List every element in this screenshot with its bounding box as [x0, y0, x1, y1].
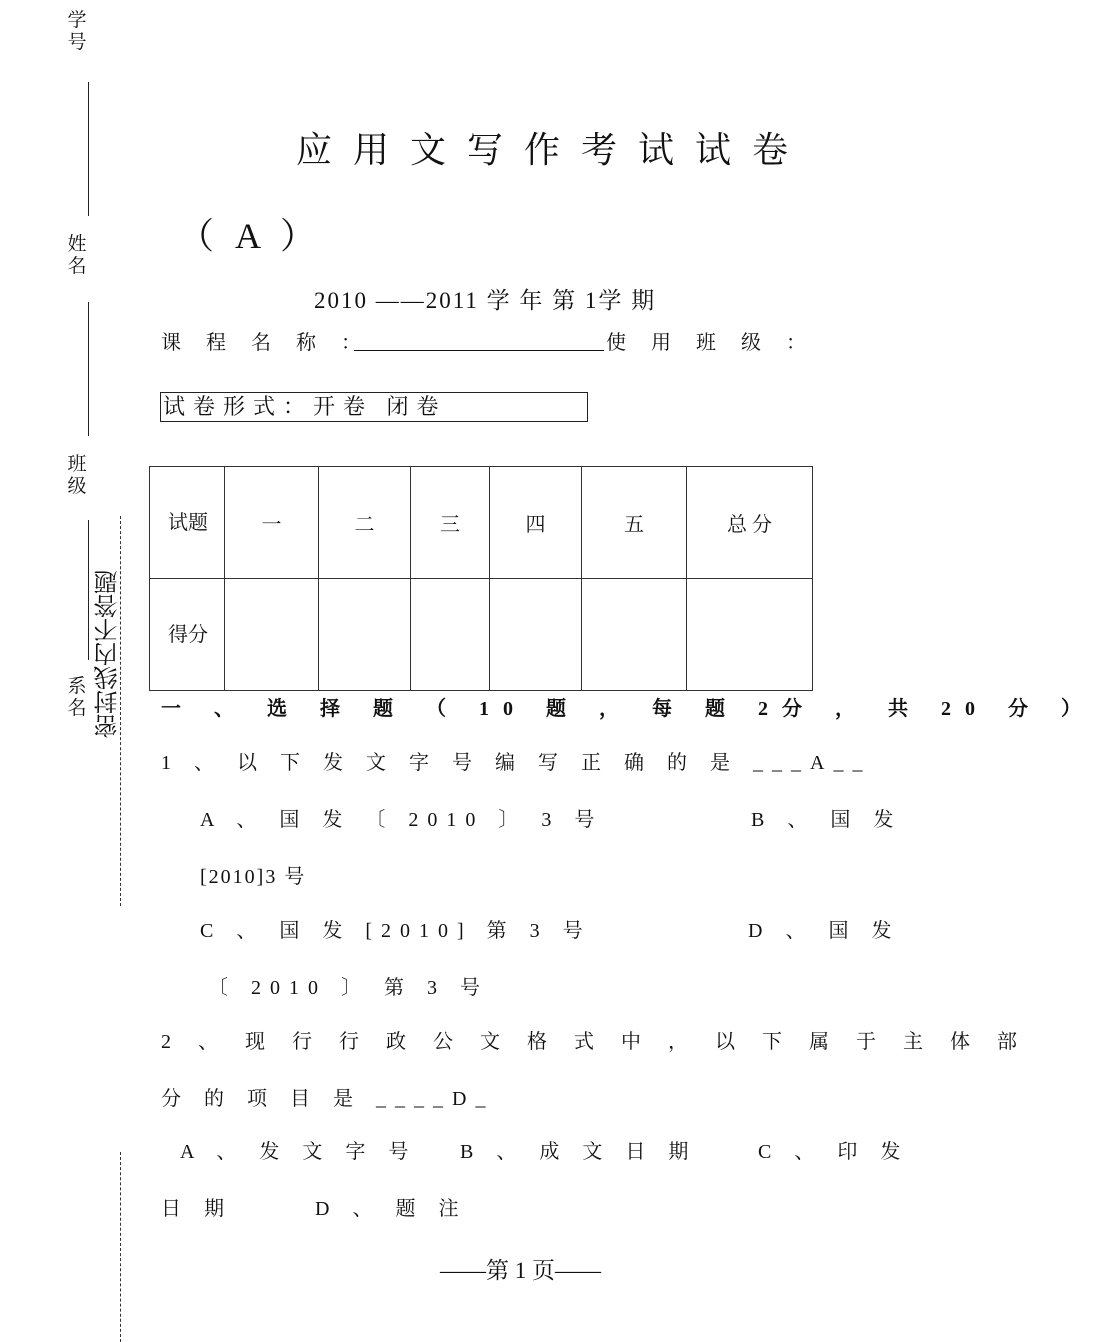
- question-1-option-c: C 、 国 发 [2010] 第 3 号: [200, 920, 592, 942]
- question-2-option-c-cont: 日 期: [161, 1198, 233, 1220]
- score-cell[interactable]: [582, 579, 687, 691]
- name-line: [88, 302, 89, 436]
- academic-term: 2010 ——2011 学 年 第 1学 期: [314, 288, 657, 313]
- department-label: 系名: [67, 676, 87, 719]
- seal-notice: 密封线内不答题: [96, 570, 122, 738]
- exam-title: 应用文写作考试试卷: [296, 130, 810, 170]
- column-header-total: 总 分: [687, 467, 813, 579]
- question-2-option-c: C 、 印 发: [758, 1141, 910, 1163]
- score-row: [150, 579, 813, 691]
- section-heading: 一 、 选 择 题 （ 10 题 ， 每 题 2分 ， 共 20 分 ）: [161, 698, 1095, 720]
- question-2-stem-cont: 分 的 项 目 是 ____D_: [161, 1088, 495, 1110]
- question-1-option-b-cont: [2010]3 号: [200, 866, 307, 888]
- exam-format-box: 试卷形式：开卷 闭卷: [160, 392, 588, 422]
- student-id-line: [88, 82, 89, 216]
- column-header: 四: [490, 467, 582, 579]
- question-1-option-d: D 、 国 发: [748, 920, 901, 942]
- course-name-blank[interactable]: [354, 350, 604, 351]
- question-row-label: 试题: [150, 467, 225, 579]
- question-2-option-b: B 、 成 文 日 期: [460, 1141, 698, 1163]
- question-1-option-a: A 、 国 发 〔 2010 〕 3 号: [200, 809, 604, 831]
- page-number: ——第 1 页——: [440, 1258, 601, 1283]
- score-table: [149, 466, 813, 691]
- class-line: [88, 520, 89, 660]
- class-use-label: 使 用 班 级 ：: [606, 332, 816, 354]
- score-cell[interactable]: [319, 579, 411, 691]
- score-cell[interactable]: [411, 579, 490, 691]
- class-label: 班级: [67, 454, 87, 497]
- score-row-label: 得分: [150, 579, 225, 691]
- seal-dashed-line-bottom: [120, 1152, 121, 1342]
- question-2-option-a: A 、 发 文 字 号: [180, 1141, 418, 1163]
- column-header: 三: [411, 467, 490, 579]
- question-1-stem: 1 、 以 下 发 文 字 号 编 写 正 确 的 是 ___A__: [161, 752, 872, 774]
- column-header: 一: [225, 467, 319, 579]
- question-1-option-d-cont: 〔 2010 〕 第 3 号: [208, 977, 489, 999]
- score-cell[interactable]: [687, 579, 813, 691]
- question-row: [150, 467, 813, 579]
- question-1-option-b: B 、 国 发: [751, 809, 903, 831]
- student-id-label: 学号: [67, 10, 87, 53]
- question-2-stem: 2 、 现 行 行 政 公 文 格 式 中 ， 以 下 属 于 主 体 部: [161, 1031, 1028, 1053]
- name-label: 姓名: [67, 234, 87, 277]
- column-header: 五: [582, 467, 687, 579]
- score-cell[interactable]: [490, 579, 582, 691]
- question-2-option-d: D 、 题 注: [315, 1198, 468, 1220]
- score-cell[interactable]: [225, 579, 319, 691]
- paper-version: （ A ）: [178, 216, 323, 256]
- course-name-label: 课 程 名 称 ：: [161, 332, 371, 354]
- column-header: 二: [319, 467, 411, 579]
